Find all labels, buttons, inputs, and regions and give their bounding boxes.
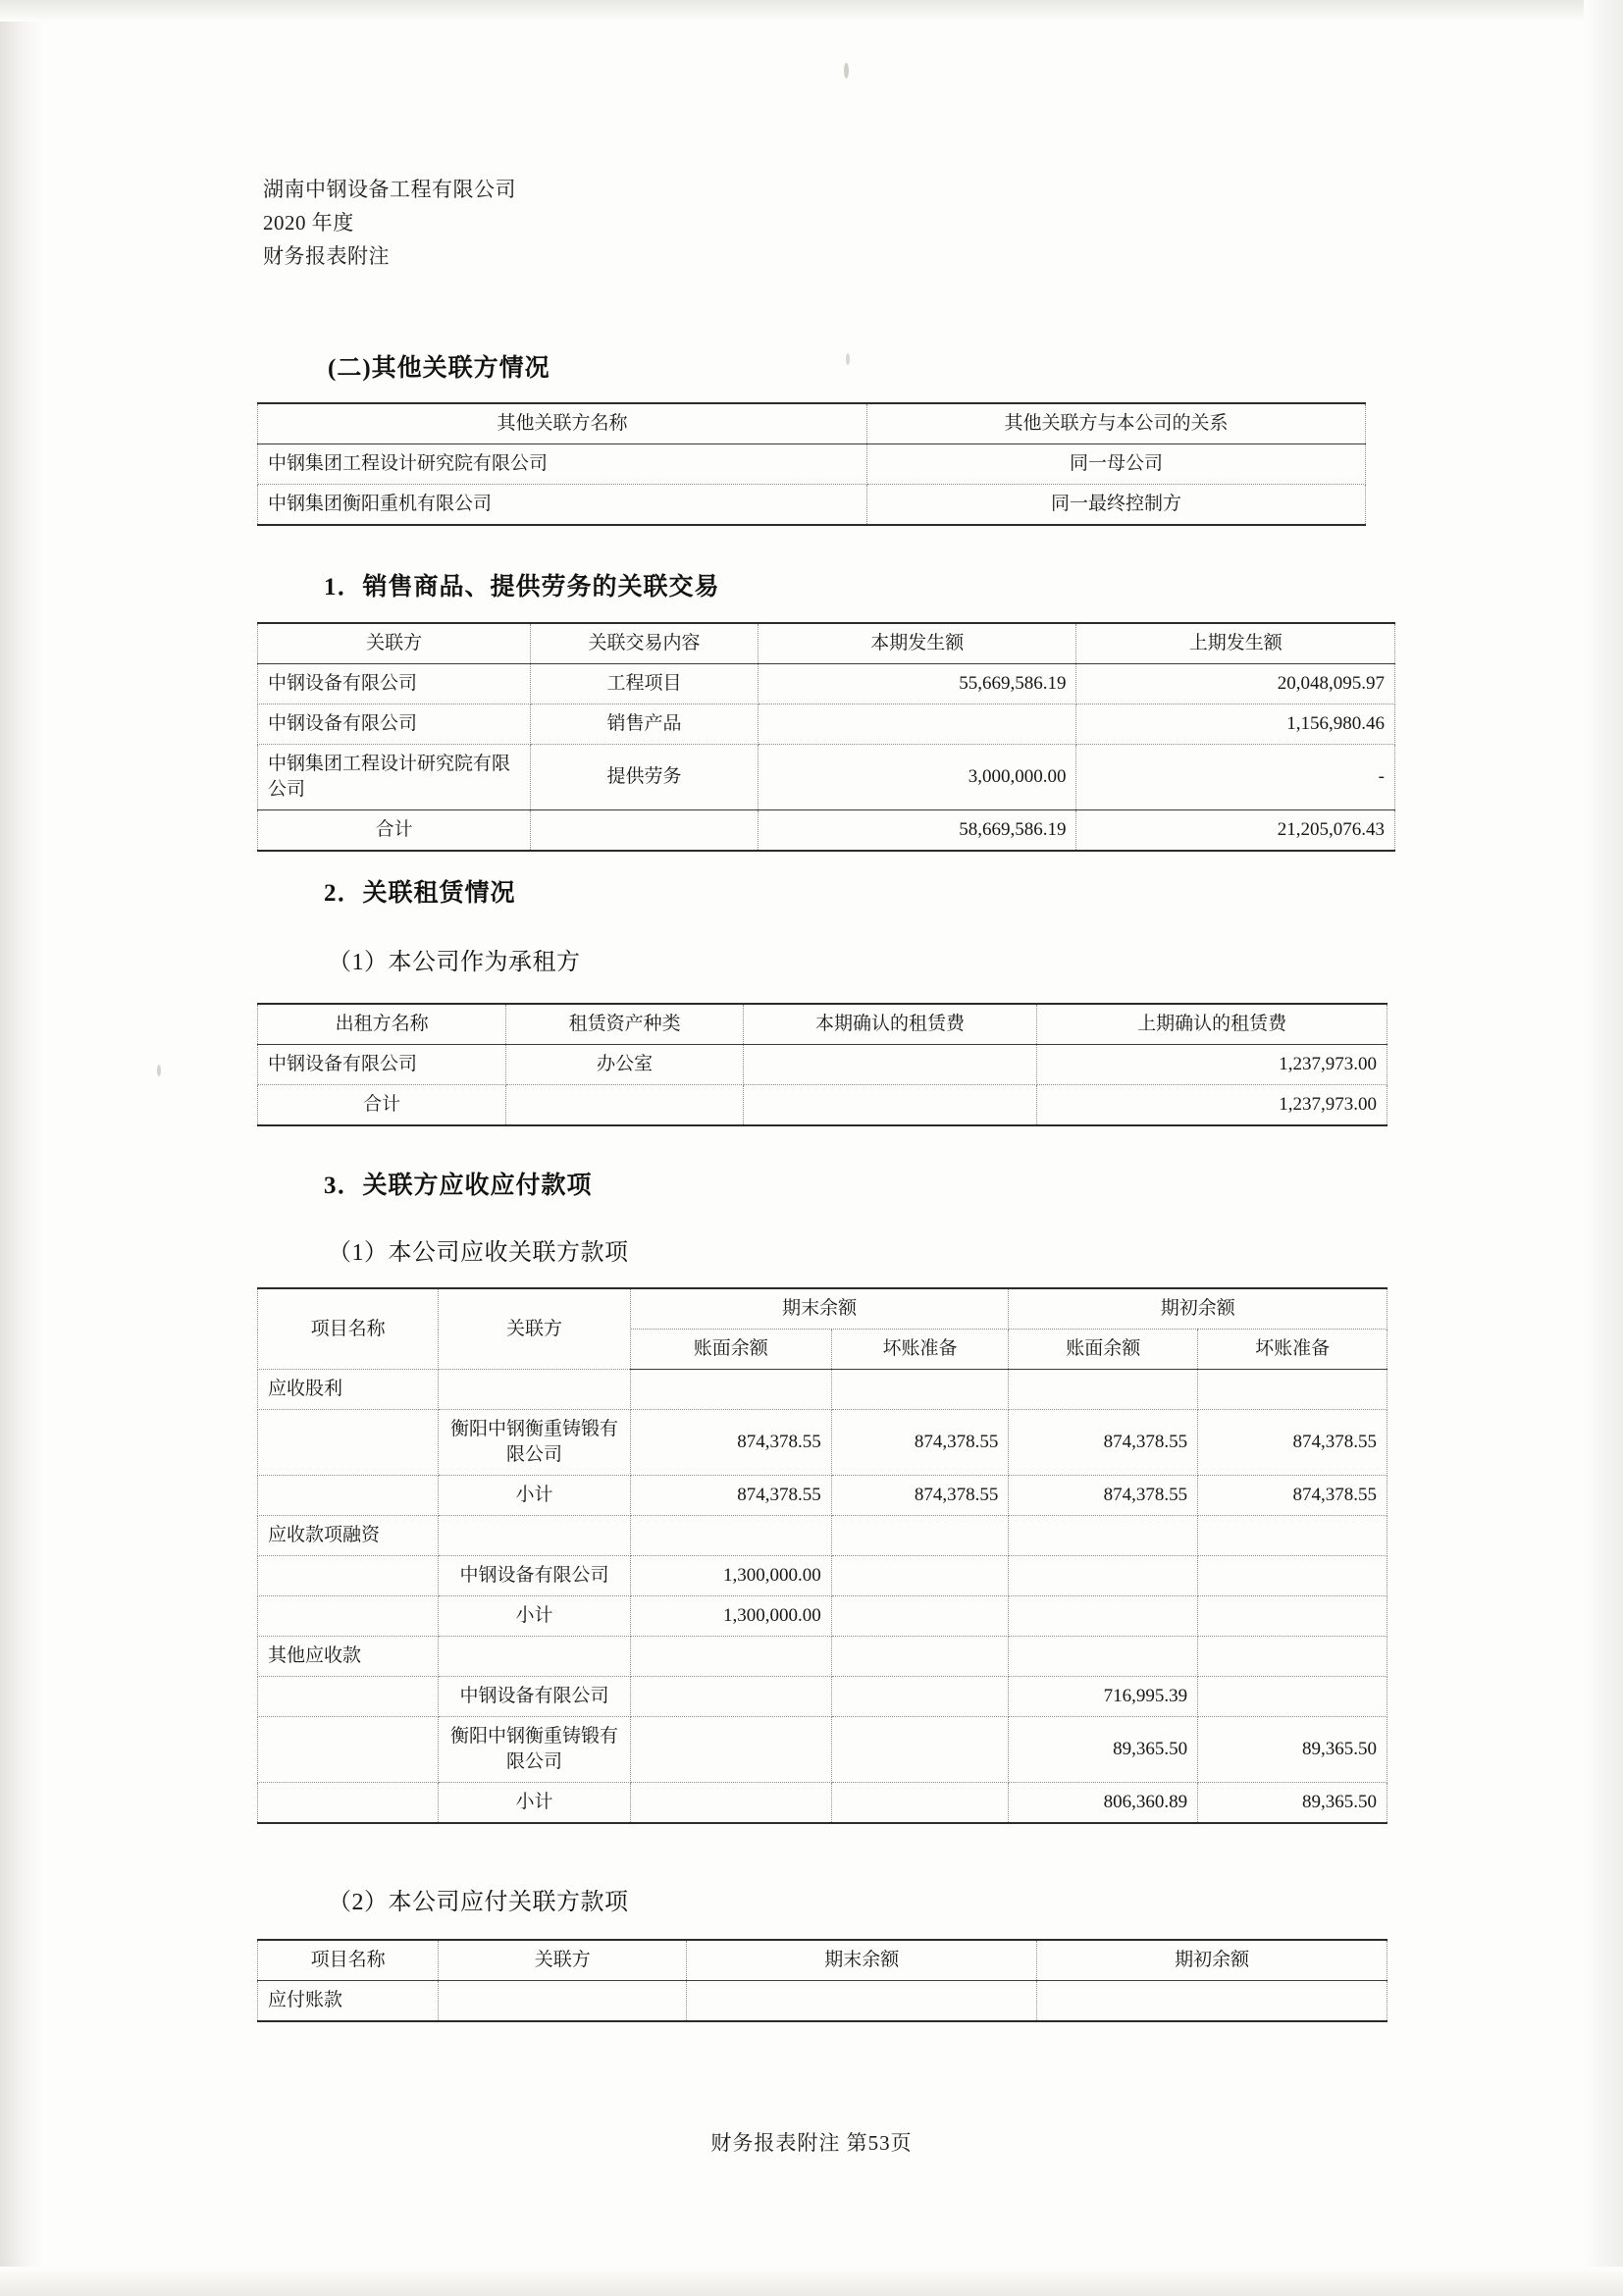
cell-ending-book-value xyxy=(630,1637,831,1677)
col-header-lessor-name: 出租方名称 xyxy=(258,1004,506,1045)
col-header-current-lease-fee: 本期确认的租赁费 xyxy=(743,1004,1036,1045)
cell-item-name xyxy=(258,1717,439,1783)
cell-beginning-bad-debt xyxy=(1198,1677,1387,1717)
cell-party-name: 中钢集团衡阳重机有限公司 xyxy=(258,485,867,526)
cell-ending-book-value: 1,300,000.00 xyxy=(630,1556,831,1596)
cell-item-name xyxy=(258,1783,439,1824)
cell-ending-balance xyxy=(687,1981,1037,2022)
section-title-lease: 2．关联租赁情况 xyxy=(324,880,516,907)
cell-beginning-bad-debt xyxy=(1198,1596,1387,1637)
section-title-receivable-payable: 3．关联方应收应付款项 xyxy=(324,1173,593,1199)
cell-item-name: 应付账款 xyxy=(258,1981,439,2022)
col-header-beginning-balance: 期初余额 xyxy=(1037,1940,1387,1981)
table-row xyxy=(258,444,1366,485)
cell-party-name: 中钢集团工程设计研究院有限公司 xyxy=(258,444,867,485)
col-header-ending-balance: 期末余额 xyxy=(630,1288,1009,1330)
cell-ending-bad-debt xyxy=(831,1677,1009,1717)
cell-transaction-content: 提供劳务 xyxy=(531,745,759,810)
cell-related-party: 中钢设备有限公司 xyxy=(439,1556,631,1596)
document-header xyxy=(263,173,516,273)
cell-ending-bad-debt xyxy=(831,1783,1009,1824)
cell-subtotal-label: 小计 xyxy=(439,1596,631,1637)
payable-to-related-parties-table xyxy=(257,1939,1387,2022)
table-header-row xyxy=(258,1940,1387,1981)
cell-related-party: 衡阳中钢衡重铸锻有限公司 xyxy=(439,1717,631,1783)
col-header-beginning-balance: 期初余额 xyxy=(1009,1288,1387,1330)
cell-asset-type: 办公室 xyxy=(506,1045,744,1085)
cell-item-name xyxy=(258,1677,439,1717)
cell-beginning-book-value xyxy=(1009,1370,1198,1410)
col-header-relationship: 其他关联方与本公司的关系 xyxy=(866,403,1365,444)
other-related-parties-table xyxy=(257,402,1366,526)
cell-beginning-book-value xyxy=(1009,1556,1198,1596)
header-year: 2020 年度 xyxy=(263,211,354,235)
cell-current-amount: 55,669,586.19 xyxy=(758,664,1076,704)
cell-beginning-book-value: 874,378.55 xyxy=(1009,1476,1198,1516)
table-row xyxy=(258,1637,1387,1677)
header-doc-type: 财务报表附注 xyxy=(263,244,390,268)
table-row xyxy=(258,1717,1387,1783)
cell-beginning-book-value: 716,995.39 xyxy=(1009,1677,1198,1717)
cell-total-label: 合计 xyxy=(258,810,531,852)
cell-beginning-book-value: 89,365.50 xyxy=(1009,1717,1198,1783)
header-company: 湖南中钢设备工程有限公司 xyxy=(263,178,516,201)
cell-beginning-bad-debt: 874,378.55 xyxy=(1198,1410,1387,1476)
cell-related-party: 衡阳中钢衡重铸锻有限公司 xyxy=(439,1410,631,1476)
cell-related-party xyxy=(439,1981,687,2022)
cell-relationship: 同一母公司 xyxy=(866,444,1365,485)
cell-ending-book-value: 874,378.55 xyxy=(630,1410,831,1476)
cell-item-name: 应收款项融资 xyxy=(258,1516,439,1556)
cell-ending-book-value xyxy=(630,1717,831,1783)
sales-transactions-table xyxy=(257,622,1395,852)
cell-prior-amount: - xyxy=(1076,745,1395,810)
table-total-row xyxy=(258,810,1395,852)
receivable-from-related-parties-table xyxy=(257,1287,1387,1824)
cell-total-prior-lease-fee: 1,237,973.00 xyxy=(1037,1085,1387,1126)
subsection-title-lessee: （1）本公司作为承租方 xyxy=(328,950,581,975)
cell-item-name xyxy=(258,1410,439,1476)
cell-item-name: 其他应收款 xyxy=(258,1637,439,1677)
cell-beginning-book-value xyxy=(1009,1516,1198,1556)
cell-beginning-bad-debt xyxy=(1198,1556,1387,1596)
cell-transaction-content: 工程项目 xyxy=(531,664,759,704)
col-header-current-amount: 本期发生额 xyxy=(758,623,1076,664)
cell-beginning-book-value: 806,360.89 xyxy=(1009,1783,1198,1824)
col-header-prior-lease-fee: 上期确认的租赁费 xyxy=(1037,1004,1387,1045)
cell-prior-amount: 20,048,095.97 xyxy=(1076,664,1395,704)
table-subtotal-row xyxy=(258,1596,1387,1637)
cell-ending-bad-debt xyxy=(831,1370,1009,1410)
cell-related-party xyxy=(439,1370,631,1410)
cell-current-amount: 3,000,000.00 xyxy=(758,745,1076,810)
cell-beginning-bad-debt: 874,378.55 xyxy=(1198,1476,1387,1516)
col-header-asset-type: 租赁资产种类 xyxy=(506,1004,744,1045)
cell-ending-bad-debt xyxy=(831,1637,1009,1677)
cell-related-party xyxy=(439,1637,631,1677)
cell-lessor-name: 中钢设备有限公司 xyxy=(258,1045,506,1085)
cell-beginning-bad-debt xyxy=(1198,1637,1387,1677)
subsection-title-receivable: （1）本公司应收关联方款项 xyxy=(328,1240,629,1266)
table-row xyxy=(258,745,1395,810)
subsection-title-payable: （2）本公司应付关联方款项 xyxy=(328,1890,629,1915)
table-row xyxy=(258,704,1395,745)
cell-item-name xyxy=(258,1556,439,1596)
table-row xyxy=(258,1370,1387,1410)
cell-ending-bad-debt: 874,378.55 xyxy=(831,1410,1009,1476)
col-header-ending-bad-debt: 坏账准备 xyxy=(831,1330,1009,1370)
cell-related-party: 中钢设备有限公司 xyxy=(439,1677,631,1717)
cell-related-party: 中钢集团工程设计研究院有限公司 xyxy=(258,745,531,810)
col-header-item-name: 项目名称 xyxy=(258,1940,439,1981)
col-header-related-party: 关联方 xyxy=(439,1288,631,1370)
cell-transaction-content: 销售产品 xyxy=(531,704,759,745)
cell-ending-book-value xyxy=(630,1516,831,1556)
cell-prior-lease-fee: 1,237,973.00 xyxy=(1037,1045,1387,1085)
cell-item-name xyxy=(258,1476,439,1516)
col-header-beginning-book-value: 账面余额 xyxy=(1009,1330,1198,1370)
table-row xyxy=(258,1410,1387,1476)
table-header-row xyxy=(258,623,1395,664)
cell-beginning-bad-debt xyxy=(1198,1370,1387,1410)
cell-total-current-amount: 58,669,586.19 xyxy=(758,810,1076,852)
cell-beginning-balance xyxy=(1037,1981,1387,2022)
cell-beginning-bad-debt: 89,365.50 xyxy=(1198,1783,1387,1824)
cell-current-lease-fee xyxy=(743,1085,1036,1126)
cell-ending-bad-debt xyxy=(831,1596,1009,1637)
lease-table xyxy=(257,1003,1387,1126)
cell-relationship: 同一最终控制方 xyxy=(866,485,1365,526)
cell-subtotal-label: 小计 xyxy=(439,1783,631,1824)
cell-related-party: 中钢设备有限公司 xyxy=(258,704,531,745)
table-row xyxy=(258,1556,1387,1596)
cell-ending-bad-debt xyxy=(831,1516,1009,1556)
table-header-row xyxy=(258,1004,1387,1045)
cell-current-amount xyxy=(758,704,1076,745)
cell-ending-book-value xyxy=(630,1370,831,1410)
table-subtotal-row xyxy=(258,1783,1387,1824)
cell-ending-book-value xyxy=(630,1677,831,1717)
cell-total-prior-amount: 21,205,076.43 xyxy=(1076,810,1395,852)
cell-ending-book-value: 1,300,000.00 xyxy=(630,1596,831,1637)
cell-item-name: 应收股利 xyxy=(258,1370,439,1410)
cell-total-label: 合计 xyxy=(258,1085,506,1126)
cell-current-lease-fee xyxy=(743,1045,1036,1085)
col-header-item-name: 项目名称 xyxy=(258,1288,439,1370)
table-row xyxy=(258,1516,1387,1556)
col-header-ending-book-value: 账面余额 xyxy=(630,1330,831,1370)
col-header-related-party: 关联方 xyxy=(439,1940,687,1981)
col-header-related-party: 关联方 xyxy=(258,623,531,664)
cell-beginning-bad-debt: 89,365.50 xyxy=(1198,1717,1387,1783)
col-header-beginning-bad-debt: 坏账准备 xyxy=(1198,1330,1387,1370)
page-footer: 财务报表附注 第53页 xyxy=(710,2131,913,2155)
table-row xyxy=(258,485,1366,526)
col-header-transaction-content: 关联交易内容 xyxy=(531,623,759,664)
table-header-row-top xyxy=(258,1288,1387,1330)
cell-ending-book-value xyxy=(630,1783,831,1824)
section-title-sales: 1．销售商品、提供劳务的关联交易 xyxy=(324,574,720,600)
table-row xyxy=(258,1045,1387,1085)
cell-related-party: 中钢设备有限公司 xyxy=(258,664,531,704)
table-row xyxy=(258,664,1395,704)
cell-beginning-book-value: 874,378.55 xyxy=(1009,1410,1198,1476)
cell-beginning-book-value xyxy=(1009,1596,1198,1637)
table-row xyxy=(258,1677,1387,1717)
col-header-ending-balance: 期末余额 xyxy=(687,1940,1037,1981)
cell-related-party xyxy=(439,1516,631,1556)
table-row xyxy=(258,1981,1387,2022)
col-header-prior-amount: 上期发生额 xyxy=(1076,623,1395,664)
cell-prior-amount: 1,156,980.46 xyxy=(1076,704,1395,745)
table-header-row xyxy=(258,403,1366,444)
cell-asset-type xyxy=(506,1085,744,1126)
cell-ending-bad-debt xyxy=(831,1556,1009,1596)
cell-beginning-bad-debt xyxy=(1198,1516,1387,1556)
table-total-row xyxy=(258,1085,1387,1126)
cell-subtotal-label: 小计 xyxy=(439,1476,631,1516)
section-title-other-related-parties: (二)其他关联方情况 xyxy=(328,355,550,382)
cell-ending-bad-debt xyxy=(831,1717,1009,1783)
table-subtotal-row xyxy=(258,1476,1387,1516)
cell-ending-bad-debt: 874,378.55 xyxy=(831,1476,1009,1516)
col-header-party-name: 其他关联方名称 xyxy=(258,403,867,444)
cell-beginning-book-value xyxy=(1009,1637,1198,1677)
cell-item-name xyxy=(258,1596,439,1637)
cell-transaction-content xyxy=(531,810,759,852)
cell-ending-book-value: 874,378.55 xyxy=(630,1476,831,1516)
